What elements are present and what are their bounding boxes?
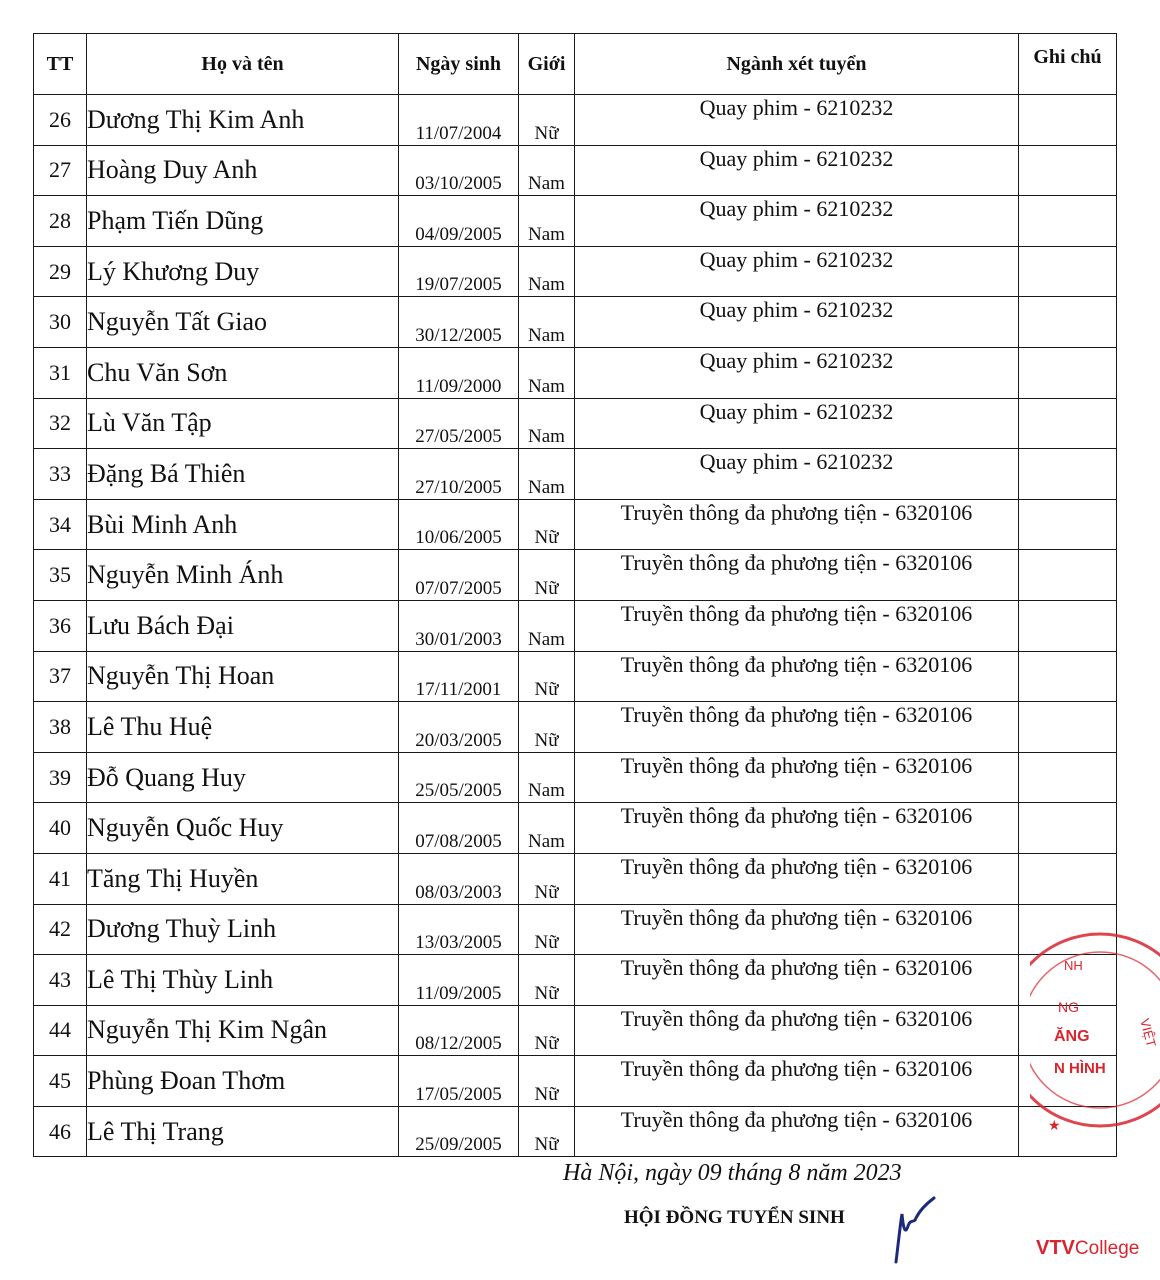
cell-sex: Nữ (519, 1106, 575, 1157)
cell-tt: 28 (34, 196, 87, 247)
cell-name: Nguyễn Thị Kim Ngân (87, 1005, 399, 1056)
cell-dob: 11/07/2004 (399, 95, 519, 146)
cell-major: Truyền thông đa phương tiện - 6320106 (575, 651, 1019, 702)
cell-major: Quay phim - 6210232 (575, 297, 1019, 348)
cell-sex: Nữ (519, 702, 575, 753)
cell-note (1019, 347, 1117, 398)
cell-major: Quay phim - 6210232 (575, 398, 1019, 449)
cell-tt: 29 (34, 246, 87, 297)
cell-dob: 27/05/2005 (399, 398, 519, 449)
cell-note (1019, 297, 1117, 348)
cell-tt: 26 (34, 95, 87, 146)
cell-name: Chu Văn Sơn (87, 347, 399, 398)
table-header-row (34, 34, 1117, 95)
cell-note (1019, 803, 1117, 854)
cell-name: Dương Thị Kim Anh (87, 95, 399, 146)
cell-sex: Nữ (519, 853, 575, 904)
cell-tt: 36 (34, 600, 87, 651)
table-row (34, 1005, 1117, 1056)
table-row (34, 904, 1117, 955)
cell-sex: Nữ (519, 904, 575, 955)
cell-name: Lý Khương Duy (87, 246, 399, 297)
cell-dob: 30/12/2005 (399, 297, 519, 348)
table-row (34, 246, 1117, 297)
cell-tt: 34 (34, 499, 87, 550)
cell-sex: Nữ (519, 95, 575, 146)
table-row (34, 955, 1117, 1006)
cell-dob: 11/09/2005 (399, 955, 519, 1006)
cell-name: Lù Văn Tập (87, 398, 399, 449)
cell-sex: Nam (519, 246, 575, 297)
table-row (34, 297, 1117, 348)
cell-name: Đỗ Quang Huy (87, 752, 399, 803)
table-row (34, 449, 1117, 500)
cell-name: Nguyễn Minh Ánh (87, 550, 399, 601)
cell-name: Nguyễn Thị Hoan (87, 651, 399, 702)
cell-sex: Nam (519, 752, 575, 803)
cell-major: Truyền thông đa phương tiện - 6320106 (575, 1106, 1019, 1157)
stamp-text-5: N HÌNH (1054, 1060, 1106, 1077)
cell-major: Truyền thông đa phương tiện - 6320106 (575, 702, 1019, 753)
cell-major: Truyền thông đa phương tiện - 6320106 (575, 752, 1019, 803)
cell-tt: 35 (34, 550, 87, 601)
cell-sex: Nữ (519, 1005, 575, 1056)
cell-major: Truyền thông đa phương tiện - 6320106 (575, 853, 1019, 904)
header-major: Ngành xét tuyển (575, 34, 1019, 95)
stamp-text-1: NH (1064, 958, 1083, 973)
cell-name: Lê Thị Trang (87, 1106, 399, 1157)
cell-dob: 19/07/2005 (399, 246, 519, 297)
cell-note (1019, 550, 1117, 601)
cell-dob: 27/10/2005 (399, 449, 519, 500)
header-name: Họ và tên (87, 34, 399, 95)
cell-name: Phùng Đoan Thơm (87, 1056, 399, 1107)
cell-tt: 39 (34, 752, 87, 803)
cell-tt: 40 (34, 803, 87, 854)
svg-text:★: ★ (1048, 1117, 1061, 1133)
cell-name: Tăng Thị Huyền (87, 853, 399, 904)
cell-tt: 30 (34, 297, 87, 348)
cell-note (1019, 246, 1117, 297)
table-row (34, 145, 1117, 196)
cell-note (1019, 145, 1117, 196)
brand-part1: VTV (1036, 1237, 1075, 1259)
cell-name: Lê Thị Thùy Linh (87, 955, 399, 1006)
cell-tt: 45 (34, 1056, 87, 1107)
cell-tt: 27 (34, 145, 87, 196)
table-row (34, 1056, 1117, 1107)
cell-name: Lưu Bách Đại (87, 600, 399, 651)
cell-major: Quay phim - 6210232 (575, 347, 1019, 398)
cell-dob: 13/03/2005 (399, 904, 519, 955)
cell-sex: Nữ (519, 499, 575, 550)
cell-major: Truyền thông đa phương tiện - 6320106 (575, 955, 1019, 1006)
cell-sex: Nữ (519, 550, 575, 601)
table-row (34, 600, 1117, 651)
header-dob: Ngày sinh (399, 34, 519, 95)
cell-tt: 44 (34, 1005, 87, 1056)
cell-sex: Nam (519, 600, 575, 651)
cell-dob: 04/09/2005 (399, 196, 519, 247)
cell-dob: 25/09/2005 (399, 1106, 519, 1157)
place-date: Hà Nội, ngày 09 tháng 8 năm 2023 (563, 1160, 902, 1186)
cell-tt: 42 (34, 904, 87, 955)
cell-sex: Nữ (519, 955, 575, 1006)
cell-dob: 08/12/2005 (399, 1005, 519, 1056)
council-title: HỘI ĐỒNG TUYỂN SINH (624, 1207, 845, 1228)
cell-sex: Nam (519, 297, 575, 348)
cell-sex: Nam (519, 347, 575, 398)
cell-sex: Nam (519, 803, 575, 854)
cell-dob: 07/07/2005 (399, 550, 519, 601)
cell-tt: 37 (34, 651, 87, 702)
vtv-college-logo (1036, 1237, 1139, 1260)
cell-note (1019, 398, 1117, 449)
stamp-text-4: ĂNG (1054, 1028, 1090, 1045)
cell-dob: 30/01/2003 (399, 600, 519, 651)
cell-major: Quay phim - 6210232 (575, 145, 1019, 196)
table-row (34, 702, 1117, 753)
cell-sex: Nữ (519, 651, 575, 702)
cell-name: Bùi Minh Anh (87, 499, 399, 550)
cell-tt: 43 (34, 955, 87, 1006)
cell-major: Truyền thông đa phương tiện - 6320106 (575, 499, 1019, 550)
cell-sex: Nam (519, 145, 575, 196)
cell-dob: 10/06/2005 (399, 499, 519, 550)
cell-dob: 17/05/2005 (399, 1056, 519, 1107)
cell-dob: 03/10/2005 (399, 145, 519, 196)
table-row (34, 752, 1117, 803)
cell-sex: Nam (519, 449, 575, 500)
cell-sex: Nam (519, 196, 575, 247)
table-row (34, 550, 1117, 601)
header-sex: Giới (519, 34, 575, 95)
cell-note (1019, 449, 1117, 500)
cell-name: Phạm Tiến Dũng (87, 196, 399, 247)
cell-major: Quay phim - 6210232 (575, 246, 1019, 297)
cell-note (1019, 853, 1117, 904)
cell-major: Quay phim - 6210232 (575, 196, 1019, 247)
cell-tt: 46 (34, 1106, 87, 1157)
stamp-text-3: NG (1058, 999, 1079, 1015)
cell-dob: 25/05/2005 (399, 752, 519, 803)
cell-name: Đặng Bá Thiên (87, 449, 399, 500)
header-tt: TT (34, 34, 87, 95)
table-row (34, 1106, 1117, 1157)
stamp-icon (1030, 930, 1160, 1150)
cell-tt: 31 (34, 347, 87, 398)
table-row (34, 499, 1117, 550)
cell-note (1019, 95, 1117, 146)
cell-name: Hoàng Duy Anh (87, 145, 399, 196)
cell-name: Lê Thu Huệ (87, 702, 399, 753)
table-row (34, 853, 1117, 904)
cell-tt: 33 (34, 449, 87, 500)
cell-note (1019, 651, 1117, 702)
signature-icon (890, 1196, 950, 1266)
cell-note (1019, 702, 1117, 753)
cell-dob: 08/03/2003 (399, 853, 519, 904)
table-row (34, 196, 1117, 247)
cell-tt: 38 (34, 702, 87, 753)
cell-major: Quay phim - 6210232 (575, 449, 1019, 500)
stamp-text-2: VIỆT (1137, 1016, 1160, 1049)
cell-major: Truyền thông đa phương tiện - 6320106 (575, 550, 1019, 601)
cell-note (1019, 600, 1117, 651)
cell-tt: 32 (34, 398, 87, 449)
cell-name: Nguyễn Tất Giao (87, 297, 399, 348)
cell-major: Truyền thông đa phương tiện - 6320106 (575, 1056, 1019, 1107)
cell-sex: Nam (519, 398, 575, 449)
cell-major: Truyền thông đa phương tiện - 6320106 (575, 1005, 1019, 1056)
cell-major: Truyền thông đa phương tiện - 6320106 (575, 600, 1019, 651)
candidate-table (33, 33, 1117, 1157)
table-row (34, 803, 1117, 854)
table-row (34, 398, 1117, 449)
cell-major: Truyền thông đa phương tiện - 6320106 (575, 904, 1019, 955)
cell-name: Dương Thuỳ Linh (87, 904, 399, 955)
cell-major: Quay phim - 6210232 (575, 95, 1019, 146)
cell-dob: 20/03/2005 (399, 702, 519, 753)
cell-note (1019, 752, 1117, 803)
cell-dob: 07/08/2005 (399, 803, 519, 854)
cell-major: Truyền thông đa phương tiện - 6320106 (575, 803, 1019, 854)
header-note: Ghi chú (1019, 34, 1117, 95)
table-row (34, 95, 1117, 146)
cell-dob: 17/11/2001 (399, 651, 519, 702)
cell-tt: 41 (34, 853, 87, 904)
table-row (34, 347, 1117, 398)
table-row (34, 651, 1117, 702)
cell-note (1019, 499, 1117, 550)
cell-name: Nguyễn Quốc Huy (87, 803, 399, 854)
cell-note (1019, 196, 1117, 247)
cell-dob: 11/09/2000 (399, 347, 519, 398)
brand-part2: College (1074, 1238, 1140, 1259)
cell-sex: Nữ (519, 1056, 575, 1107)
